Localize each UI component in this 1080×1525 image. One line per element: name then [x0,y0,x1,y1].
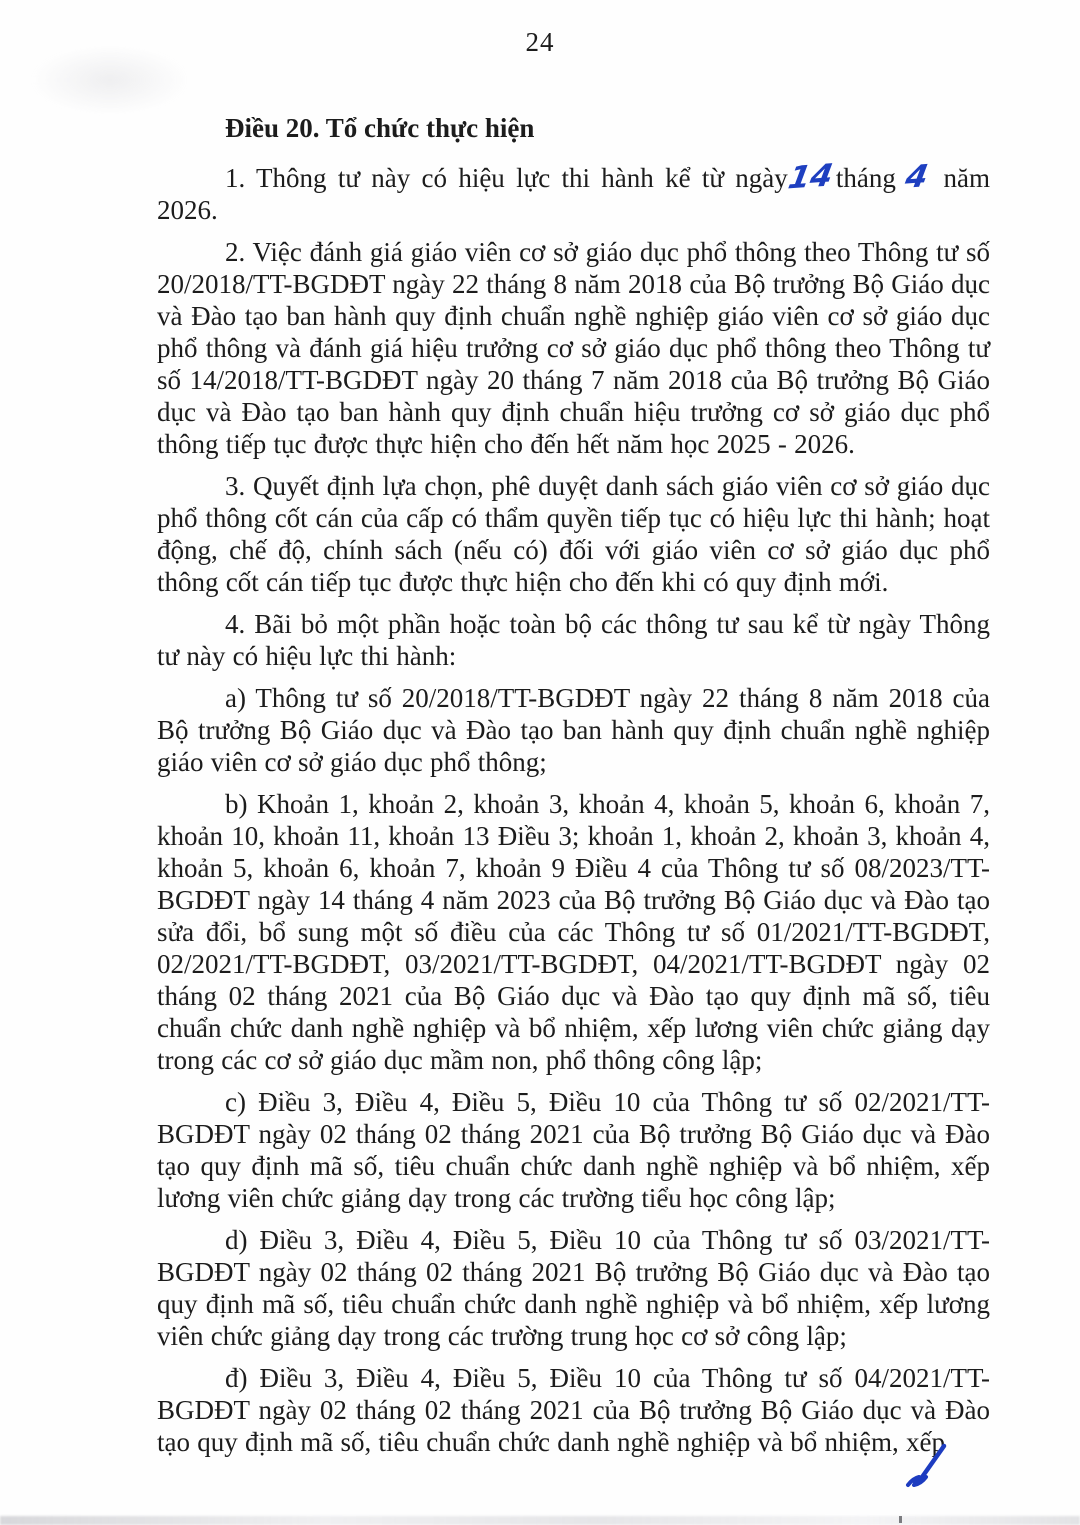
clause-4-paragraph: 4. Bãi bỏ một phần hoặc toàn bộ các thông tư sau kể từ ngày Thông tư này có hiệu lực thi hành: [157,609,990,671]
point-dd-paragraph: đ) Điều 3, Điều 4, Điều 5, Điều 10 của Thông tư số 04/2021/TT-BGDĐT ngày 02 tháng 02 tháng 2021 của Bộ trưởng Bộ Giáo dục và Đào tạo quy định mã số, tiêu chuẩn chức danh nghề nghiệp và bổ nhiệm, xếp [157,1363,990,1457]
clause-1-text-between: tháng [835,163,896,193]
point-b-paragraph: b) Khoản 1, khoản 2, khoản 3, khoản 4, khoản 5, khoản 6, khoản 7, khoản 10, khoản 11, khoản 13 Điều 3; khoản 1, khoản 2, khoản 3, khoản 4, khoản 5, khoản 6, khoản 7, khoản 9 Điều 4 của Thông tư số 08/2023/TT-BGDĐT ngày 14 tháng 4 năm 2023 của Bộ trưởng Bộ Giáo dục và Đào tạo sửa đổi, bổ sung một số điều của các Thông tư số 01/2021/TT-BGDĐT, 02/2021/TT-BGDĐT, 03/2021/TT-BGDĐT, 04/2021/TT-BGDĐT ngày 02 tháng 02 tháng 2021 của Bộ Giáo dục và Đào tạo quy định mã số, tiêu chuẩn chức danh nghề nghiệp và bổ nhiệm, xếp lương viên chức giảng dạy trong các cơ sở giáo dục mầm non, phổ thông công lập; [157,789,990,1075]
point-a-paragraph: a) Thông tư số 20/2018/TT-BGDĐT ngày 22 tháng 8 năm 2018 của Bộ trưởng Bộ Giáo dục và Đào tạo ban hành quy định chuẩn nghề nghiệp giáo viên cơ sở giáo dục phổ thông; [157,683,990,777]
clause-1-paragraph [157,157,990,226]
clause-3-paragraph: 3. Quyết định lựa chọn, phê duyệt danh sách giáo viên cơ sở giáo dục phổ thông cốt cán của cấp có thẩm quyền tiếp tục có hiệu lực thi hành; hoạt động, chế độ, chính sách (nếu có) đối với giáo viên cơ sở giáo dục phổ thông cốt cán tiếp tục được thực hiện cho đến khi có quy định mới. [157,471,990,597]
article-heading: Điều 20. Tổ chức thực hiện [225,113,535,143]
handwritten-initial-mark-icon [898,1438,952,1494]
clause-1-text-after: năm 2026. [157,163,990,225]
clause-2-paragraph: 2. Việc đánh giá giáo viên cơ sở giáo dục phổ thông theo Thông tư số 20/2018/TT-BGDĐT ngày 22 tháng 8 năm 2018 của Bộ trưởng Bộ Giáo dục và Đào tạo ban hành quy định chuẩn nghề nghiệp giáo viên cơ sở giáo dục phổ thông và đánh giá hiệu trưởng cơ sở giáo dục phổ thông theo Thông tư số 14/2018/TT-BGDĐT ngày 20 tháng 7 năm 2018 của Bộ trưởng Bộ Giáo dục và Đào tạo ban hành quy định chuẩn hiệu trưởng cơ sở giáo dục phổ thông tiếp tục được thực hiện cho đến hết năm học 2025 - 2026. [157,237,990,459]
clause-1-text-before: 1. Thông tư này có hiệu lực thi hành kể từ ngày [225,163,788,193]
handwritten-month-number: 4 [902,158,931,196]
point-d-paragraph: d) Điều 3, Điều 4, Điều 5, Điều 10 của Thông tư số 03/2021/TT-BGDĐT ngày 02 tháng 02 tháng 2021 Bộ trưởng Bộ Giáo dục và Đào tạo quy định mã số, tiêu chuẩn chức danh nghề nghiệp và bổ nhiệm, xếp lương viên chức giảng dạy trong các trường trung học cơ sở công lập; [157,1225,990,1351]
scan-edge-shadow [0,1516,1080,1525]
document-body [157,112,990,1458]
scan-speck-artifact [899,1516,902,1523]
page-number: 24 [525,27,555,57]
handwritten-day-number: 14 [785,157,836,197]
point-c-paragraph: c) Điều 3, Điều 4, Điều 5, Điều 10 của Thông tư số 02/2021/TT-BGDĐT ngày 02 tháng 02 tháng 2021 của Bộ trưởng Bộ Giáo dục và Đào tạo quy định mã số, tiêu chuẩn chức danh nghề nghiệp và bổ nhiệm, xếp lương viên chức giảng dạy trong các trường tiểu học công lập; [157,1087,990,1213]
